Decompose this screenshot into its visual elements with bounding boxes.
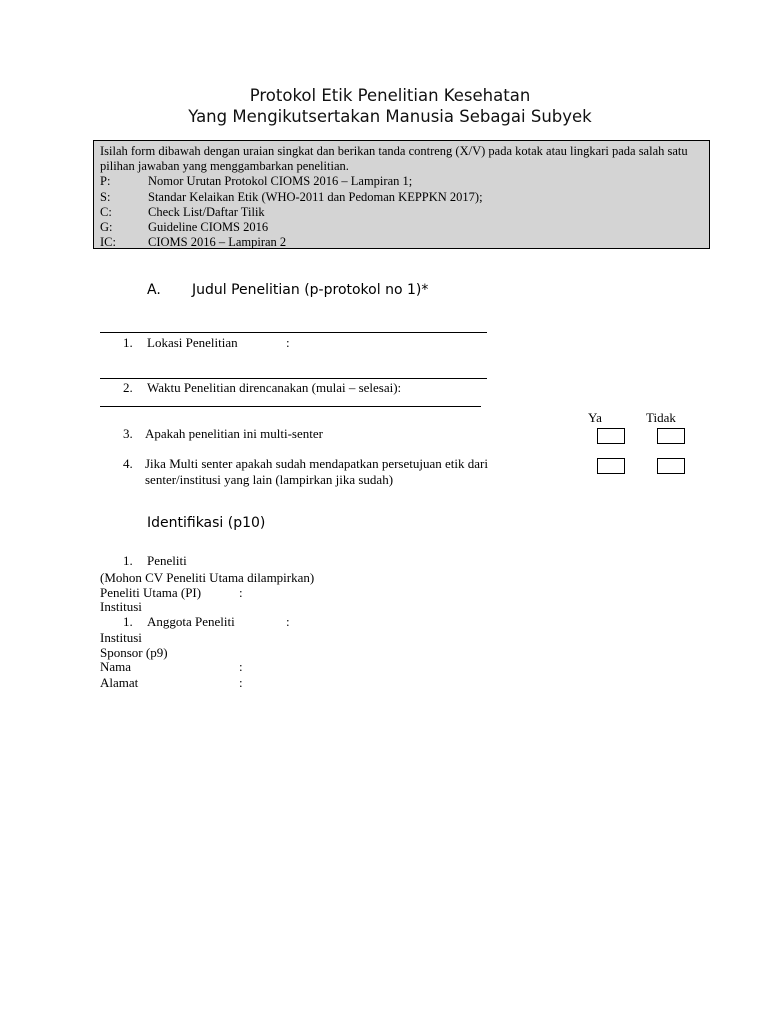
legend-text: Guideline CIOMS 2016 [148, 220, 269, 235]
persetujuan-tidak-checkbox[interactable] [657, 458, 685, 474]
item-1-label: Lokasi Penelitian [147, 335, 238, 350]
waktu-fill-line[interactable] [100, 406, 481, 407]
identifikasi-heading: Identifikasi (p10) [147, 515, 266, 531]
pi-label: Peneliti Utama (PI) [100, 585, 202, 600]
nama-label: Nama [100, 659, 132, 674]
item-2-number: 2. [123, 380, 133, 395]
anggota-label: Anggota Peneliti [147, 614, 235, 629]
anggota-colon: : [286, 614, 290, 629]
item-4-label: Jika Multi senter apakah sudah mendapatkan persetujuan etik dari [145, 456, 488, 471]
institusi-label: Institusi [100, 599, 142, 614]
col-tidak-label: Tidak [646, 410, 676, 425]
legend-code: S: [100, 189, 111, 204]
peneliti-number: 1. [123, 553, 133, 568]
alamat-colon: : [239, 675, 243, 690]
legend-text: CIOMS 2016 – Lampiran 2 [148, 235, 287, 250]
judul-fill-line[interactable] [100, 332, 487, 333]
legend-code: P: [100, 174, 111, 189]
institusi2-label: Institusi [100, 630, 142, 645]
legend-code: IC: [100, 235, 116, 250]
instructions-text: Isilah form dibawah dengan uraian singkat dan berikan tanda contreng (X/V) pada kotak atau lingkari pada salah satu pilihan jawaban yang menggambarkan penelitian. [100, 144, 688, 174]
col-ya-label: Ya [588, 410, 602, 425]
legend-row-p [100, 174, 703, 189]
legend-row-c [100, 205, 703, 220]
legend-row-s [100, 190, 703, 205]
legend-text: Standar Kelaikan Etik (WHO-2011 dan Pedoman KEPPKN 2017); [148, 189, 483, 204]
section-a-letter: A. [147, 282, 161, 298]
legend-row-g [100, 220, 703, 235]
sponsor-label: Sponsor (p9) [100, 645, 168, 660]
legend-row-ic [100, 235, 703, 250]
section-a-title: Judul Penelitian (p-protokol no 1)* [192, 282, 429, 298]
item-2-label: Waktu Penelitian direncanakan (mulai – selesai): [147, 380, 402, 395]
anggota-number: 1. [123, 614, 133, 629]
item-1-number: 1. [123, 335, 133, 350]
alamat-label: Alamat [100, 675, 139, 690]
lokasi-fill-line[interactable] [100, 378, 487, 379]
persetujuan-ya-checkbox[interactable] [597, 458, 625, 474]
item-4-number: 4. [123, 456, 133, 471]
pi-colon: : [239, 585, 243, 600]
document-title-line2: Yang Mengikutsertakan Manusia Sebagai Subyek [188, 107, 592, 126]
multisenter-tidak-checkbox[interactable] [657, 428, 685, 444]
item-3-number: 3. [123, 426, 133, 441]
multisenter-ya-checkbox[interactable] [597, 428, 625, 444]
peneliti-label: Peneliti [147, 553, 187, 568]
item-1-colon: : [286, 335, 290, 350]
item-4-label-line2: senter/institusi yang lain (lampirkan jika sudah) [145, 472, 394, 487]
legend-text: Check List/Daftar Tilik [148, 204, 265, 219]
legend-code: C: [100, 204, 112, 219]
instructions-box [93, 140, 710, 249]
legend-text: Nomor Urutan Protokol CIOMS 2016 – Lampiran 1; [148, 174, 413, 189]
cv-note: (Mohon CV Peneliti Utama dilampirkan) [100, 570, 315, 585]
item-3-label: Apakah penelitian ini multi-senter [145, 426, 323, 441]
legend-code: G: [100, 220, 113, 235]
nama-colon: : [239, 659, 243, 674]
document-title-line1: Protokol Etik Penelitian Kesehatan [249, 86, 531, 105]
